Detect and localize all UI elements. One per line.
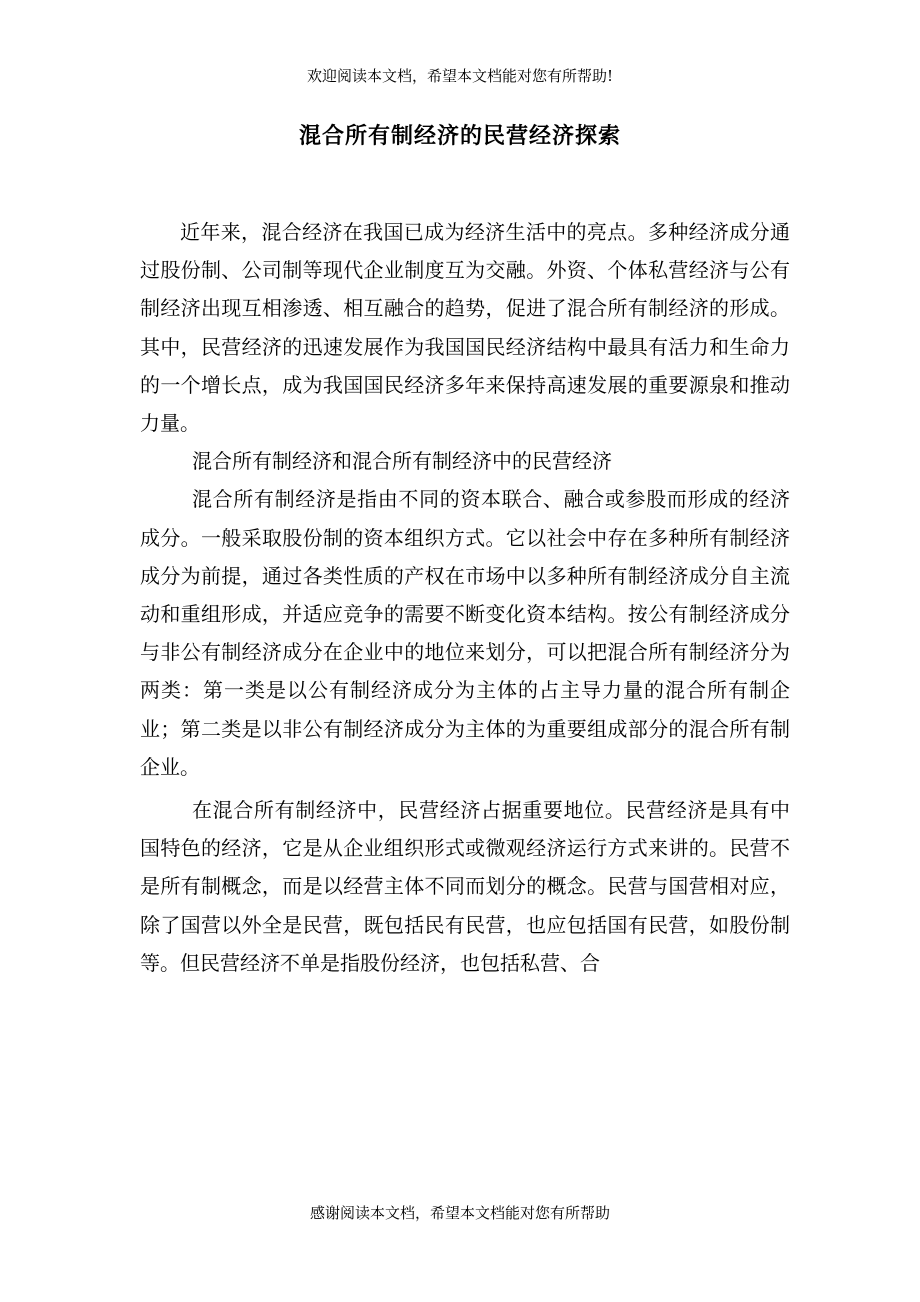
footer-note: 感谢阅读本文档，希望本文档能对您有所帮助 — [309, 1204, 610, 1222]
header-note: 欢迎阅读本文档，希望本文档能对您有所帮助! — [306, 67, 614, 85]
section-heading: 混合所有制经济和混合所有制经济中的民营经济 — [192, 449, 612, 474]
paragraph-intro: 近年来，混合经济在我国已成为经济生活中的亮点。多种经济成分通过股份制、公司制等现代企业制度互为交融。外资、个体私营经济与公有制经济出现互相渗透、相互融合的趋势，促进了混合所有制经济的形成。其中，民营经济的迅速发展作为我国国民经济结构中最具有活力和生命力的一个增长点，成为我国国民经济多年来保持高速发展的重要源泉和推动力量。 — [140, 220, 790, 436]
paragraph-private-economy: 在混合所有制经济中，民营经济占据重要地位。民营经济是具有中国特色的经济，它是从企业组织形式或微观经济运行方式来讲的。民营不是所有制概念，而是以经营主体不同而划分的概念。民营与国营相对应，除了国营以外全是民营，既包括民有民营，也应包括国有民营，如股份制等。但民营经济不单是指股份经济，也包括私营、合 — [140, 798, 790, 975]
paragraph-definition: 混合所有制经济是指由不同的资本联合、融合或参股而形成的经济成分。一般采取股份制的资本组织方式。它以社会中存在多种所有制经济成分为前提，通过各类性质的产权在市场中以多种所有制经济成分自主流动和重组形成，并适应竞争的需要不断变化资本结构。按公有制经济成分与非公有制经济成分在企业中的地位来划分，可以把混合所有制经济分为两类：第一类是以公有制经济成分为主体的占主导力量的混合所有制企业；第二类是以非公有制经济成分为主体的为重要组成部分的混合所有制企业。 — [140, 487, 790, 779]
document-title: 混合所有制经济的民营经济探索 — [298, 123, 621, 149]
document-body — [140, 213, 790, 982]
